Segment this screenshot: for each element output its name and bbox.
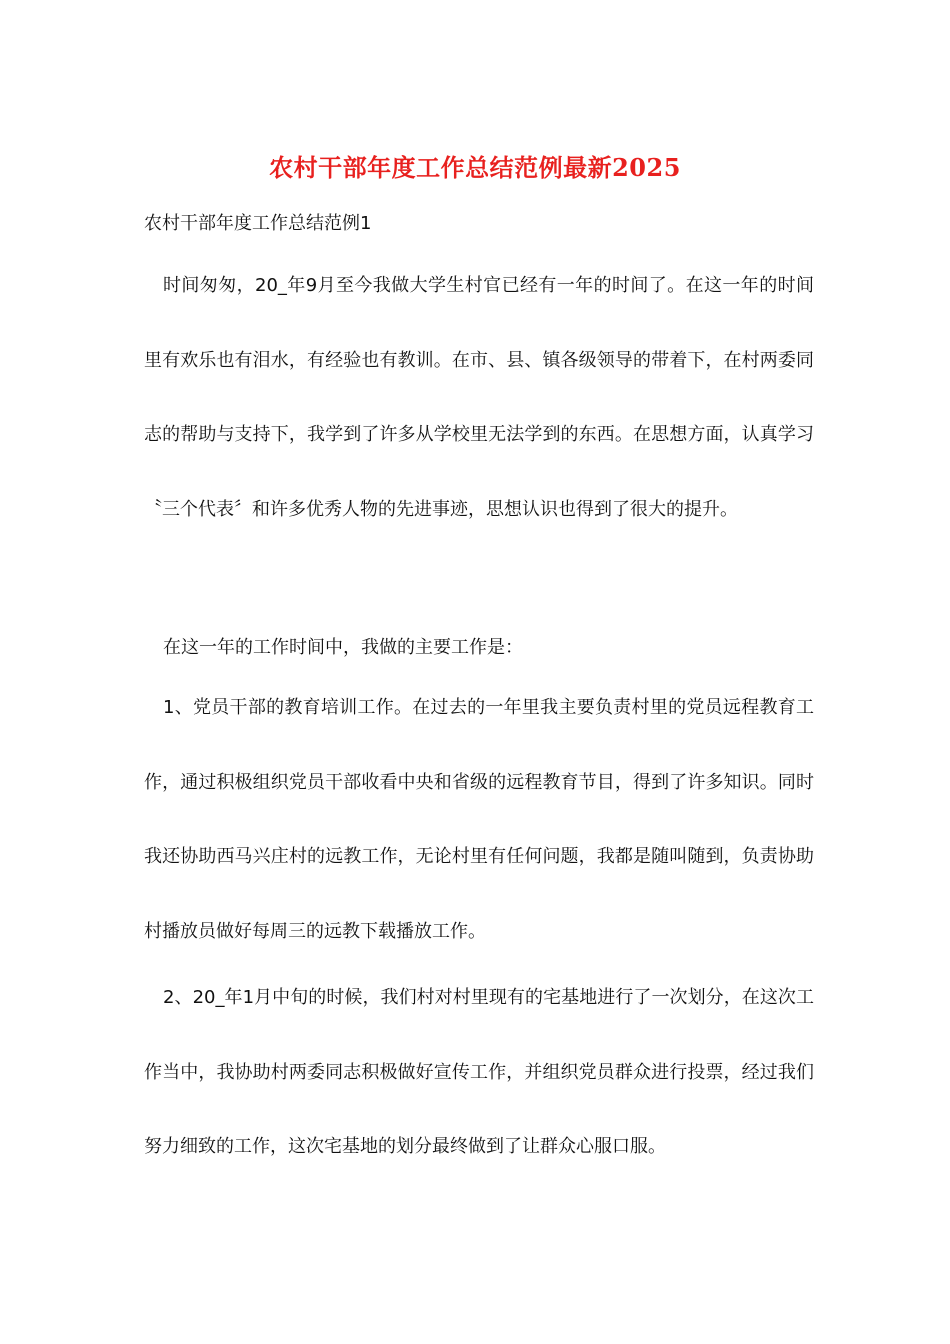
paragraph: 2、20_年1月中旬的时候，我们村对村里现有的宅基地进行了一次划分，在这次工作当中，我协助村两委同志积极做好宣传工作，并组织党员群众进行投票，经过我们努力细致的工作，这次宅基地的划分最终做到了让群众心服口服。 [144, 987, 814, 1157]
document-subtitle: 农村干部年度工作总结范例1 [144, 213, 372, 234]
paragraph: 在这一年的工作时间中，我做的主要工作是： [163, 637, 523, 658]
paragraph: 时间匆匆，20_年9月至今我做大学生村官已经有一年的时间了。在这一年的时间里有欢乐也有泪水，有经验也有教训。在市、县、镇各级领导的带着下，在村两委同志的帮助与支持下，我学到了许多从学校里无法学到的东西。在思想方面，认真学习〝三个代表〞和许多优秀人物的先进事迹，思想认识也得到了很大的提升。 [144, 275, 814, 520]
paragraph-block [144, 961, 814, 1185]
paragraph-block [144, 671, 814, 969]
paragraph-block [144, 631, 814, 665]
paragraph: 1、党员干部的教育培训工作。在过去的一年里我主要负责村里的党员远程教育工作，通过积极组织党员干部收看中央和省级的远程教育节目，得到了许多知识。同时我还协助西马兴庄村的远教工作，无论村里有任何问题，我都是随叫随到，负责协助村播放员做好每周三的远教下载播放工作。 [144, 697, 814, 942]
document-title: 农村干部年度工作总结范例最新2025 [269, 153, 681, 182]
paragraph-block [144, 249, 814, 547]
